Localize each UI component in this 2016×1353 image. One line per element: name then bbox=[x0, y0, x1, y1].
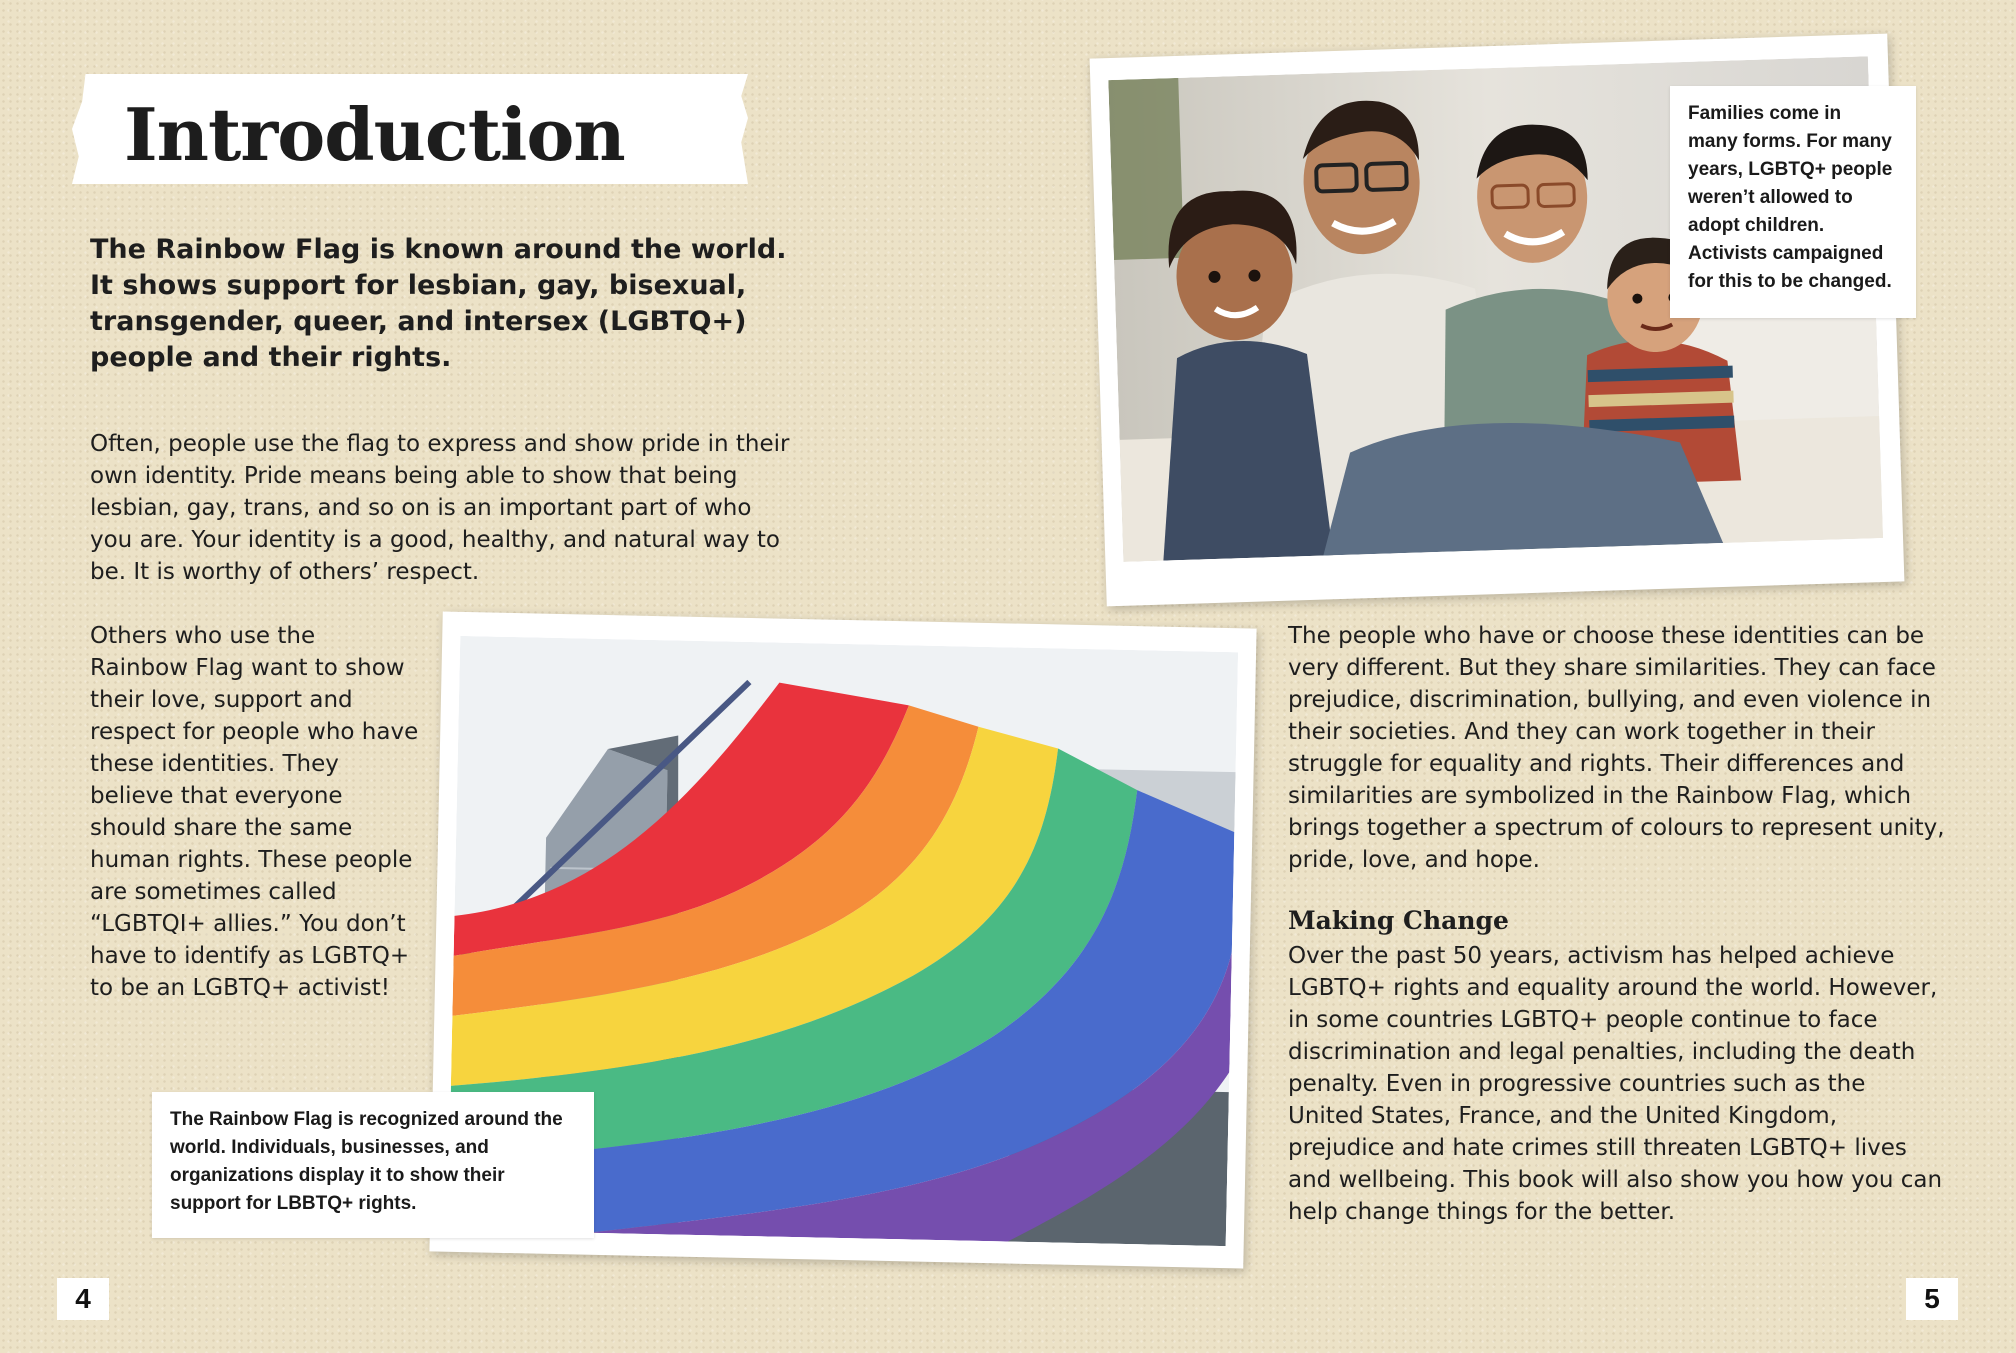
page-number-left: 4 bbox=[57, 1278, 109, 1320]
intro-paragraph-2: Others who use the Rainbow Flag want to show their love, support and respect for people who have these identities. They believe that everyone should share the same human rights. These people are sometimes called “LGBTQI+ allies.” You don’t have to identify as LGBTQ+ to be an LGBTQ+ activist! bbox=[90, 623, 419, 1001]
intro-paragraph-1: Often, people use the flag to express and show pride in their own identity. Pride means being able to show that being lesbian, gay, trans, and so on is an important part of who you are. Your identity is a good, healthy, and natural way to be. It is worthy of others’ respect. bbox=[90, 431, 790, 585]
making-change-heading: Making Change bbox=[1288, 906, 1509, 935]
intro-lead-text: The Rainbow Flag is known around the world. It shows support for lesbian, gay, bisexual, transgender, queer, and intersex (LGBTQ+) people and their rights. bbox=[90, 234, 787, 373]
page-number-right: 5 bbox=[1906, 1278, 1958, 1320]
family-photo-caption: Families come in many forms. For many years, LGBTQ+ people weren’t allowed to adopt children. Activists campaigned for this to be changed. bbox=[1670, 86, 1916, 318]
page-title: Introduction bbox=[124, 92, 625, 177]
identities-paragraph: The people who have or choose these identities can be very different. But they share similarities. They can face prejudice, discrimination, bullying, and even violence in their societies. And they can work together in their struggle for equality and rights. Their differences and similarities are symbolized in the Rainbow Flag, which brings together a spectrum of colours to represent unity, pride, love, and hope. bbox=[1288, 623, 1945, 873]
making-change-paragraph: Over the past 50 years, activism has helped achieve LGBTQ+ rights and equality around the world. However, in some countries LGBTQ+ people continue to face discrimination and legal penalties, including the death penalty. Even in progressive countries such as the United States, France, and the United Kingdom, prejudice and hate crimes still threaten LGBTQ+ lives and wellbeing. This book will also show you how you can help change things for the better. bbox=[1288, 943, 1943, 1225]
flag-photo-caption: The Rainbow Flag is recognized around the world. Individuals, businesses, and organizations display it to show their support for LBBTQ+ rights. bbox=[152, 1092, 594, 1238]
